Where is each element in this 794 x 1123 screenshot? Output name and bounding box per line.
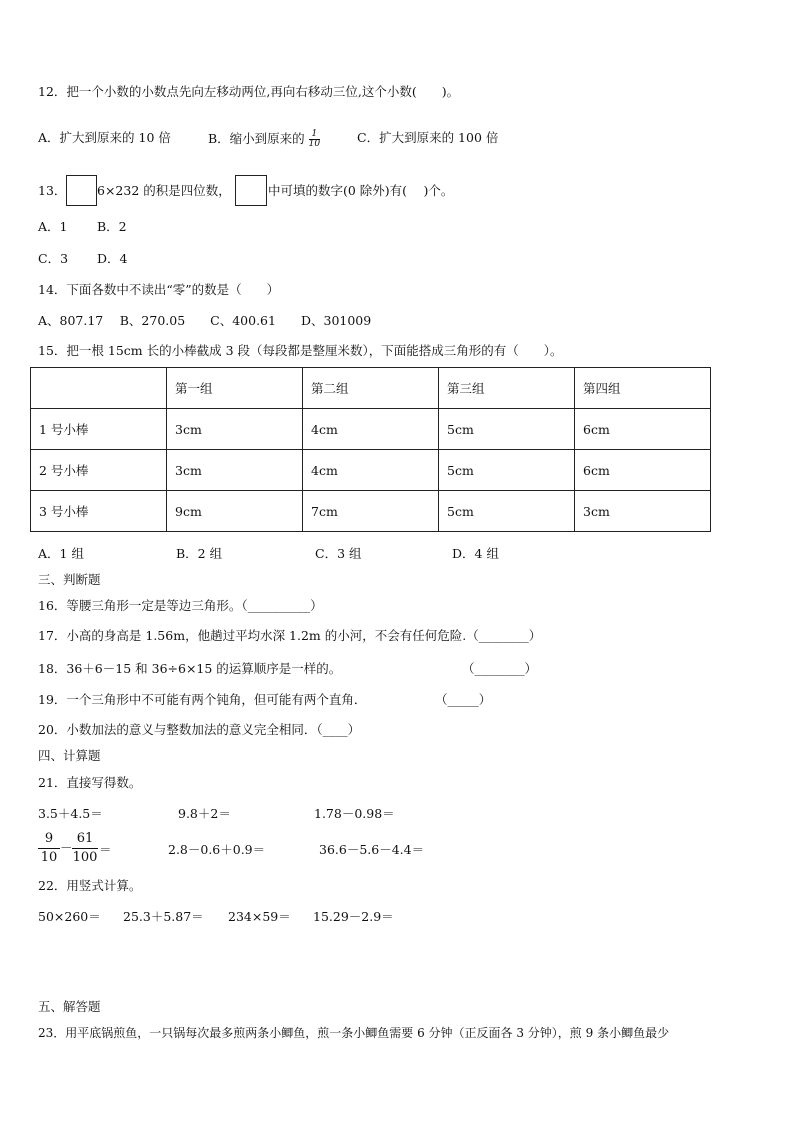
q22-expr-4: 15.29－2.9＝ (313, 909, 394, 924)
table-cell: 3cm (575, 491, 711, 532)
table-cell: 9cm (167, 491, 303, 532)
table-header-cell (31, 368, 167, 409)
table-cell: 1 号小棒 (31, 409, 167, 450)
table-cell: 5cm (439, 409, 575, 450)
q12-option-c: C．扩大到原来的 100 倍 (357, 130, 499, 145)
q18-stem: 18．36＋6－15 和 36÷6×15 的运算顺序是一样的。 (38, 661, 342, 676)
table-header-cell: 第一组 (167, 368, 303, 409)
q21-equals: ＝ (99, 842, 112, 857)
q22-expr-2: 25.3＋5.87＝ (123, 909, 204, 924)
q21-expr-1: 3.5＋4.5＝ (38, 806, 103, 821)
q14-stem: 14．下面各数中不读出“零”的数是（ ） (38, 282, 280, 297)
q21-expr-3: 1.78－0.98＝ (314, 806, 395, 821)
table-cell: 3 号小棒 (31, 491, 167, 532)
table-row (31, 491, 711, 532)
table-cell: 4cm (303, 450, 439, 491)
q15-option-b: B．2 组 (176, 546, 223, 561)
table-cell: 2 号小棒 (31, 450, 167, 491)
table-cell: 5cm (439, 450, 575, 491)
q13-option-a: A．1 (38, 219, 68, 234)
q21-minus: － (60, 840, 73, 855)
table-header-cell: 第二组 (303, 368, 439, 409)
blank-box (66, 175, 97, 206)
q14-options: A、807.17 B、270.05 C、400.61 D、301009 (38, 313, 372, 328)
q15-option-c: C．3 组 (315, 546, 362, 561)
table-row (31, 450, 711, 491)
q22-expr-3: 234×59＝ (228, 909, 291, 924)
q12-option-b-fraction (309, 130, 320, 149)
fraction-denominator: 100 (72, 850, 98, 865)
q23: 23．用平底锅煎鱼，一只锅每次最多煎两条小鲫鱼，煎一条小鲫鱼需要 6 分钟（正反面各 3 分钟），煎 9 条小鲫鱼最少 (38, 1026, 670, 1040)
q19-blank: （_____） (435, 692, 492, 707)
fraction-numerator: 61 (72, 830, 98, 849)
table-cell: 6cm (575, 450, 711, 491)
q16: 16．等腰三角形一定是等边三角形。（__________） (38, 598, 323, 613)
table-header-cell: 第四组 (575, 368, 711, 409)
section-heading: 五、解答题 (38, 999, 101, 1014)
table-cell: 3cm (167, 409, 303, 450)
table-cell: 7cm (303, 491, 439, 532)
q15-table (30, 367, 711, 532)
q12-option-b (208, 130, 320, 149)
q12-stem: 12．把一个小数的小数点先向左移动两位,再向右移动三位,这个小数( )。 (38, 84, 460, 99)
q21-expr-5: 2.8－0.6＋0.9＝ (168, 842, 266, 857)
q13-option-c: C．3 (38, 251, 69, 266)
q22-stem: 22．用竖式计算。 (38, 878, 142, 893)
q13-option-b: B．2 (97, 219, 127, 234)
q12-option-b-text: B．缩小到原来的 (208, 131, 305, 146)
q15-option-d: D．4 组 (452, 546, 499, 561)
blank-box (235, 175, 267, 206)
q21-expr-6: 36.6－5.6－4.4＝ (319, 842, 425, 857)
q13-option-d: D．4 (97, 251, 128, 266)
table-header-row (31, 368, 711, 409)
q15-option-a: A．1 组 (38, 546, 84, 561)
q18-blank: （________） (462, 661, 538, 676)
q15-stem: 15．把一根 15cm 长的小棒截成 3 段（每段都是整厘米数），下面能搭成三角形的有（ ）。 (38, 343, 563, 358)
table-cell: 3cm (167, 450, 303, 491)
q17: 17．小高的身高是 1.56m，他趟过平均水深 1.2m 的小河，不会有任何危险.（________） (38, 628, 542, 643)
section-heading: 四、计算题 (38, 748, 101, 763)
q12-option-a: A．扩大到原来的 10 倍 (38, 130, 171, 145)
q21-fraction-2 (72, 830, 98, 867)
section-heading: 三、判断题 (38, 572, 101, 587)
fraction-denominator: 10 (308, 139, 321, 149)
q19-stem: 19．一个三角形中不可能有两个钝角，但可能有两个直角． (38, 692, 367, 707)
table-row (31, 409, 711, 450)
table-header-cell: 第三组 (439, 368, 575, 409)
fraction-denominator: 10 (40, 850, 58, 865)
q13-part2: 中可填的数字(0 除外)有( )个。 (268, 183, 454, 198)
q20: 20．小数加法的意义与整数加法的意义完全相同．（____） (38, 722, 361, 737)
table-cell: 4cm (303, 409, 439, 450)
q22-expr-1: 50×260＝ (38, 909, 101, 924)
table-cell: 5cm (439, 491, 575, 532)
q13-number: 13． (38, 183, 67, 198)
fraction-numerator: 1 (309, 130, 320, 140)
q21-expr-2: 9.8＋2＝ (178, 806, 231, 821)
q21-stem: 21．直接写得数。 (38, 775, 142, 790)
q13-part1: 6×232 的积是四位数， (97, 183, 231, 198)
q21-fraction-1 (38, 830, 60, 867)
table-cell: 6cm (575, 409, 711, 450)
fraction-numerator: 9 (38, 830, 60, 849)
